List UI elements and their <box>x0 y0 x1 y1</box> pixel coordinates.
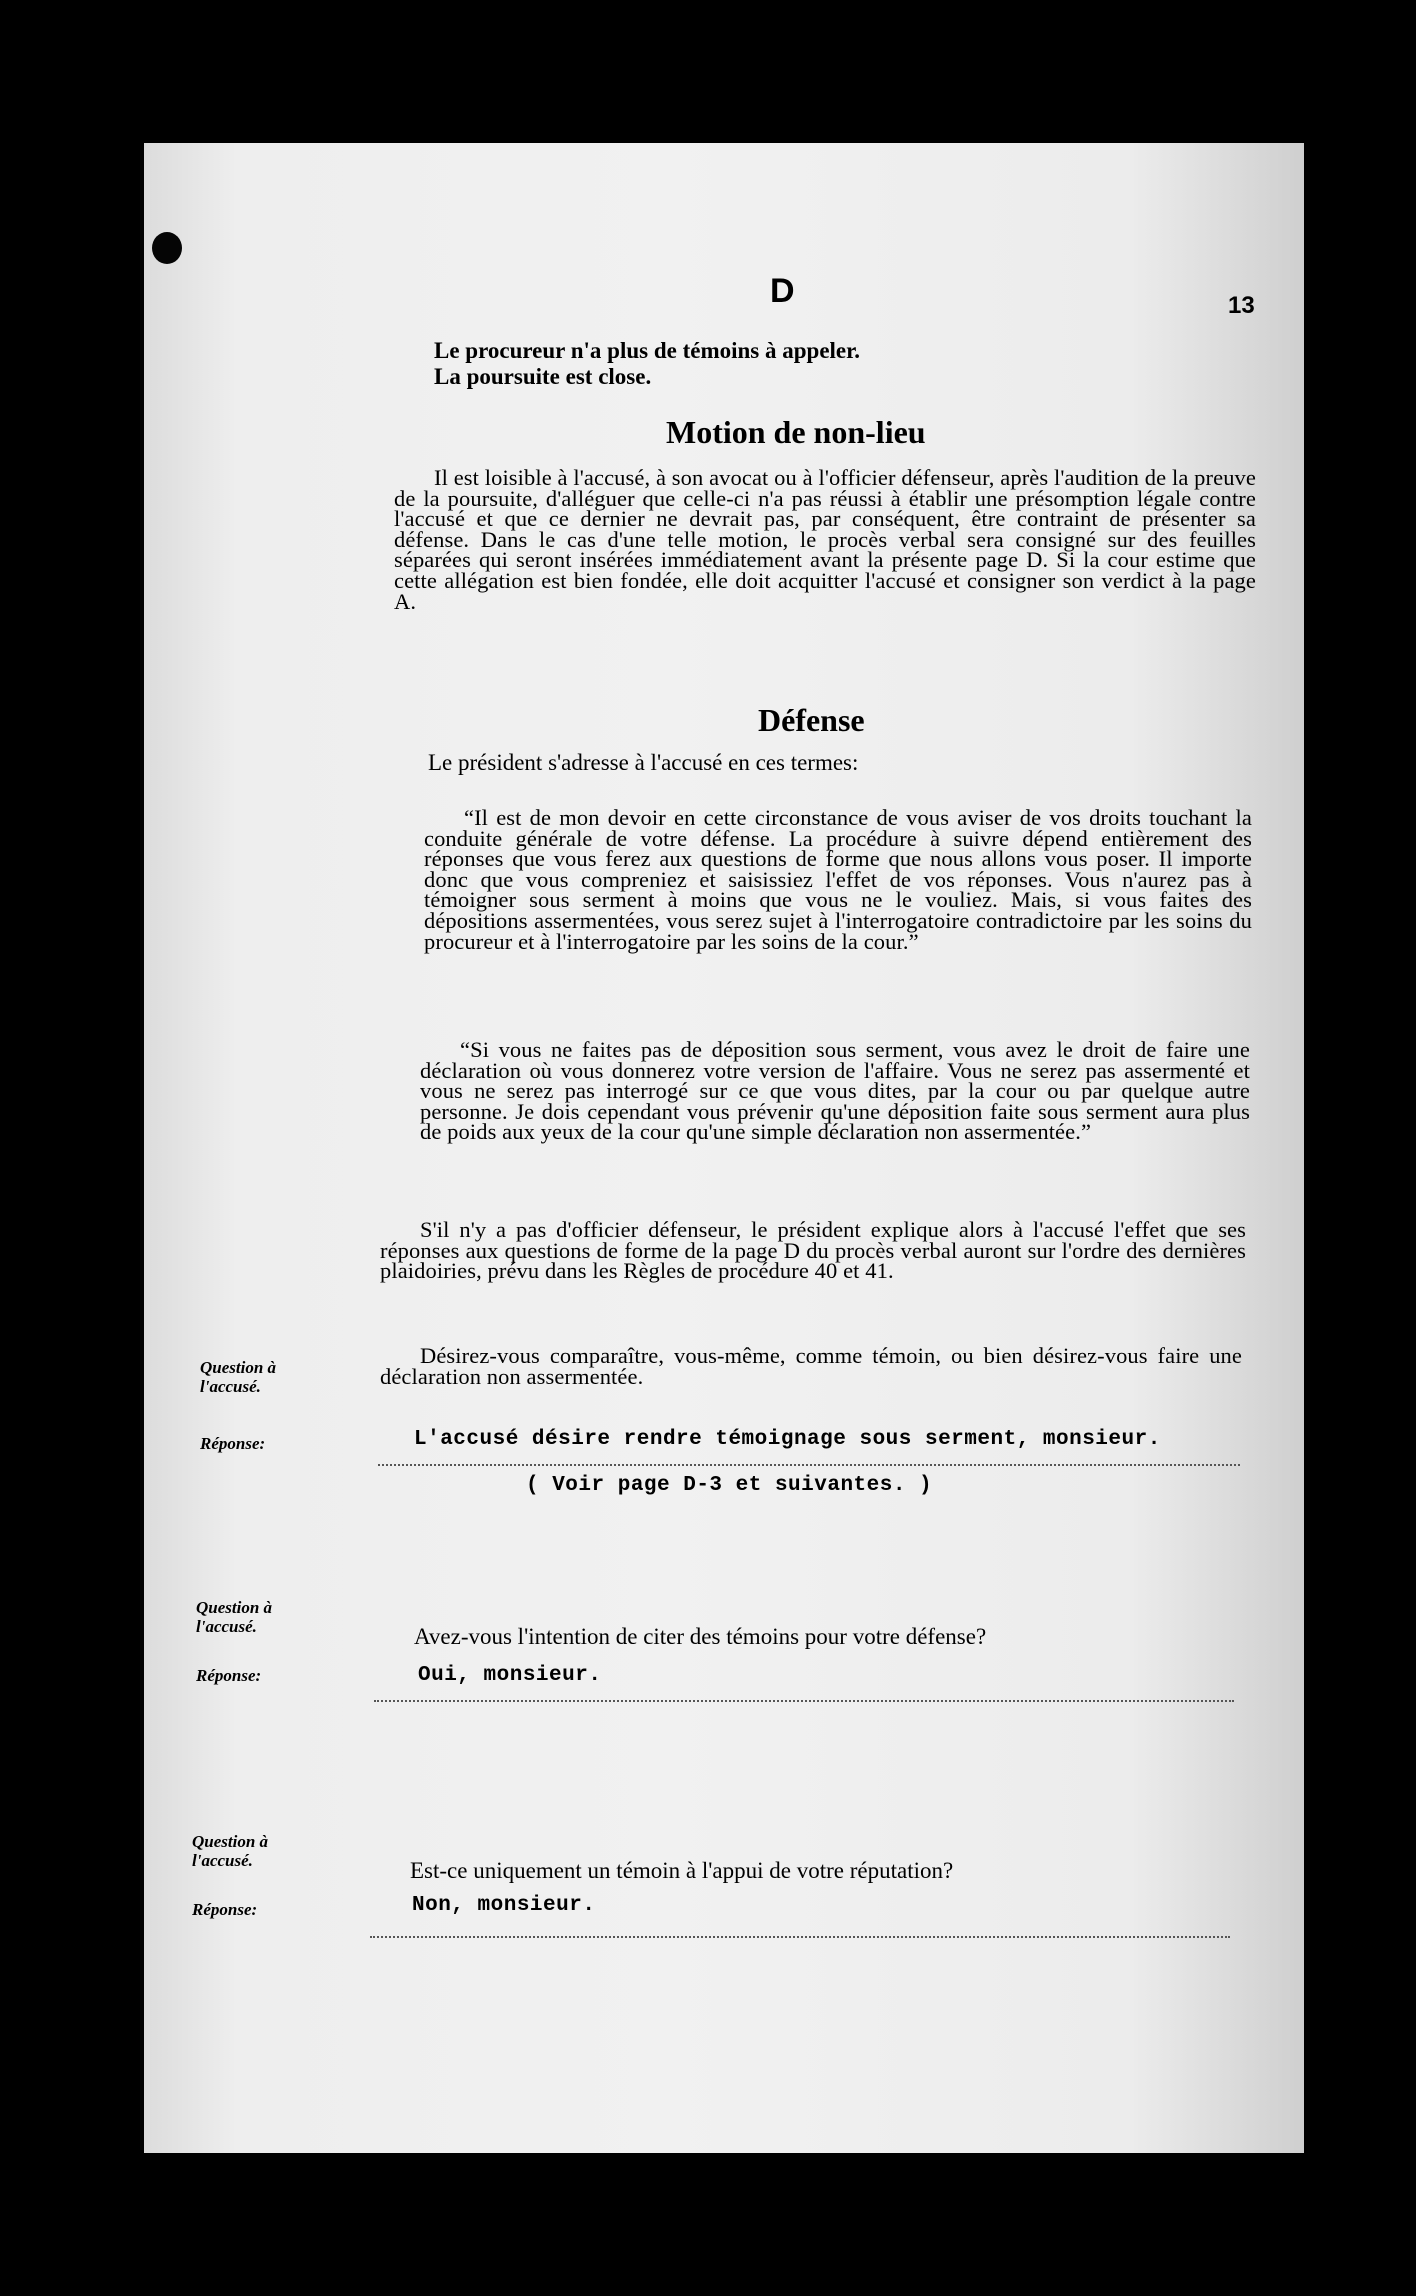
procedure-note: S'il n'y a pas d'officier défenseur, le président explique alors à l'accusé l'effet que ses réponses aux questions de forme de la page D du procès verbal auront sur l'ordre des dernières plaidoiries, prévu dans les Règles de procédure 40 et 41. <box>380 1217 1246 1284</box>
answer-2-line <box>374 1700 1234 1702</box>
question-1-text: Désirez-vous comparaître, vous-même, comme témoin, ou bien désirez-vous faire une déclaration non assermentée. <box>380 1343 1242 1389</box>
punch-hole <box>152 232 182 264</box>
motion-paragraph: Il est loisible à l'accusé, à son avocat ou à l'officier défenseur, après l'audition de la preuve de la poursuite, d'alléguer que celle-ci n'a pas réussi à établir une présomption légale contre l'accusé et que ce dernier ne devrait pas, par conséquent, être contraint de présenter sa défense. Dans le cas d'une telle motion, le procès verbal sera consigné sur des feuilles séparées qui seront insérées immédiatement avant la présente page D. Si la cour estime que cette allégation est bien fondée, elle doit acquitter l'accusé et consigner son verdict à la page A. <box>394 465 1256 614</box>
intro-line-2: La poursuite est close. <box>434 364 652 389</box>
question-label: Question à l'accusé. <box>200 1358 277 1396</box>
intro-line-1: Le procureur n'a plus de témoins à appeler. <box>434 338 860 363</box>
defense-intro: Le président s'adresse à l'accusé en ces termes: <box>428 750 859 775</box>
answer-label: Réponse: <box>196 1666 262 1685</box>
answer-1-typed: L'accusé désire rendre témoignage sous serment, monsieur. <box>414 1428 1161 1451</box>
answer-label: Réponse: <box>192 1900 258 1919</box>
section-letter: D <box>770 272 795 310</box>
answer-2-typed: Oui, monsieur. <box>418 1664 602 1687</box>
defense-heading: Défense <box>758 702 865 738</box>
page-number: 13 <box>1228 292 1255 319</box>
answer-1-note: ( Voir page D-3 et suivantes. ) <box>526 1474 933 1497</box>
question-3-text: Est-ce uniquement un témoin à l'appui de votre réputation? <box>410 1858 954 1883</box>
answer-3-typed: Non, monsieur. <box>412 1894 596 1917</box>
question-2-text: Avez-vous l'intention de citer des témoins pour votre défense? <box>414 1624 987 1649</box>
motion-heading: Motion de non-lieu <box>666 414 926 450</box>
question-label: Question à l'accusé. <box>196 1598 273 1636</box>
quote-paragraph-2: “Si vous ne faites pas de déposition sous serment, vous avez le droit de faire une déclaration où vous donnerez votre version de l'affaire. Vous ne serez pas assermenté et vous ne serez pas interrogé sur ce que vous dites, par la cour ou par quelque autre personne. Je dois cependant vous prévenir qu'une déposition faite sous serment aura plus de poids aux yeux de la cour qu'une simple déclaration non assermentée.” <box>420 1037 1250 1145</box>
answer-1-line <box>378 1464 1240 1466</box>
answer-3-line <box>370 1936 1230 1938</box>
question-label: Question à l'accusé. <box>192 1832 269 1870</box>
quote-paragraph-1: “Il est de mon devoir en cette circonstance de vous aviser de vos droits touchant la conduite générale de votre défense. La procédure à suivre dépend entièrement des réponses que vous ferez aux questions de forme que nous allons vous poser. Il importe donc que vous compreniez et saisissiez l'effet de vos réponses. Vous n'aurez pas à témoigner sous serment à moins que vous ne le vouliez. Mais, si vous faites des dépositions assermentées, vous serez sujet à l'interrogatoire contradictoire par les soins du procureur et à l'interrogatoire par les soins de la cour.” <box>424 805 1252 954</box>
answer-label: Réponse: <box>200 1434 266 1453</box>
